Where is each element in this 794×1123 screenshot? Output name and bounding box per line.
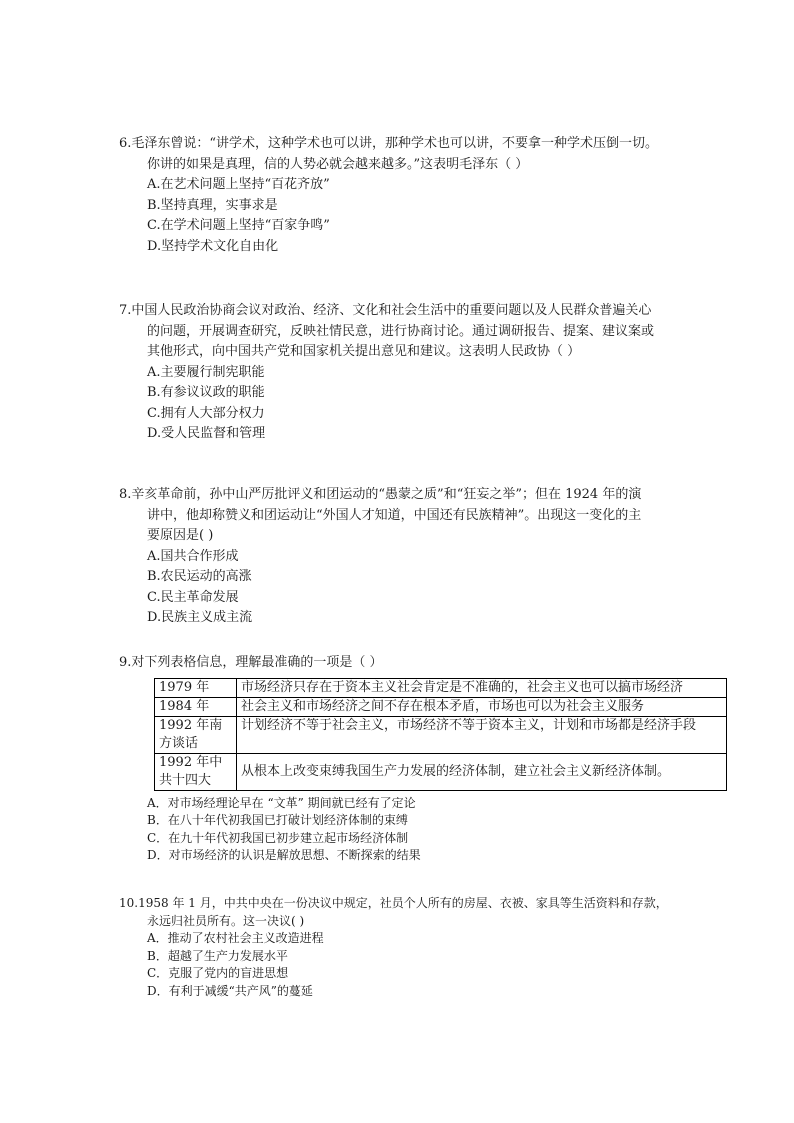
table-row <box>155 678 727 697</box>
table-cell-year: 1979 年 <box>155 678 237 697</box>
option-c: C.民主革命发展 <box>147 589 239 605</box>
option-d: D．有利于减缓“共产风”的蔓延 <box>147 983 313 998</box>
table-cell-content: 市场经济只存在于资本主义社会肯定是不准确的，社会主义也可以搞市场经济 <box>237 678 727 697</box>
stem-line: 其他形式，向中国共产党和国家机关提出意见和建议。这表明人民政协（ ） <box>147 344 581 359</box>
question-9-stem <box>119 653 739 674</box>
stem-line: 10.1958 年 1 月，中共中央在一份决议中规定，社员个人所有的房屋、衣被、家具等生活资料和存款， <box>119 896 668 910</box>
table-row <box>155 753 727 790</box>
option-c: C．克服了党内的盲进思想 <box>147 966 289 980</box>
question-7 <box>119 301 739 445</box>
option-b: B.有参议议政的职能 <box>147 385 265 400</box>
stem-line: 6.毛泽东曾说：“讲学术，这种学术也可以讲，那种学术也可以讲，不要拿一种学术压倒一切。 <box>119 136 659 151</box>
table-cell-year: 1992 年南方谈话 <box>155 716 237 753</box>
question-7-stem <box>119 301 739 363</box>
question-10-stem <box>119 895 739 930</box>
option-d: D.民族主义成主流 <box>147 610 253 625</box>
question-9 <box>119 653 739 865</box>
table-cell-content: 社会主义和市场经济之间不存在根本矛盾，市场也可以为社会主义服务 <box>237 697 727 716</box>
option-a: A.主要履行制宪职能 <box>147 364 265 380</box>
option-c: C.拥有人大部分权力 <box>147 405 265 421</box>
stem-line: 你讲的如果是真理，信的人势必就会越来越多。”这表明毛泽东（ ） <box>147 156 529 172</box>
option-b: B.坚持真理，实事求是 <box>147 197 278 213</box>
question-10 <box>119 895 739 1000</box>
option-d: D.受人民监督和管理 <box>147 426 266 441</box>
stem-line: 9.对下列表格信息，理解最准确的一项是（ ） <box>119 655 383 670</box>
option-d: D.坚持学术文化自由化 <box>147 238 279 254</box>
stem-line: 永远归社员所有。这一决议( ) <box>147 913 305 928</box>
table-cell-content: 从根本上改变束缚我国生产力发展的经济体制，建立社会主义新经济体制。 <box>237 753 727 790</box>
option-a: A．对市场经理论早在 “文革” 期间就已经有了定论 <box>147 795 416 810</box>
stem-line: 要原因是( ) <box>147 528 214 543</box>
table-cell-year: 1984 年 <box>155 697 237 716</box>
table-row <box>155 697 727 716</box>
stem-line: 7.中国人民政治协商会议对政治、经济、文化和社会生活中的重要问题以及人民群众普遍关心 <box>119 303 652 318</box>
option-d: D．对市场经济的认识是解放思想、不断探索的结果 <box>147 848 421 862</box>
table-cell-year: 1992 年中共十四大 <box>155 753 237 790</box>
info-table <box>154 678 727 791</box>
option-a: A．推动了农村社会主义改造进程 <box>147 931 324 945</box>
question-8 <box>119 485 739 629</box>
option-c: C．在九十年代初我国已初步建立起市场经济体制 <box>147 830 409 845</box>
option-b: B．在八十年代初我国已打破计划经济体制的束缚 <box>147 813 408 827</box>
question-6 <box>119 134 739 257</box>
table-cell-content: 计划经济不等于社会主义，市场经济不等于资本主义，计划和市场都是经济手段 <box>237 716 727 753</box>
option-b: B.农民运动的高涨 <box>147 569 252 584</box>
question-8-stem <box>119 485 739 547</box>
option-c: C.在学术问题上坚持“百家争鸣” <box>147 218 330 233</box>
stem-line: 的问题，开展调查研究，反映社情民意，进行协商讨论。通过调研报告、提案、建议案或 <box>147 323 655 339</box>
stem-line: 讲中，他却称赞义和团运动让“外国人才知道，中国还有民族精神”。出现这一变化的主 <box>147 507 642 523</box>
table-row <box>155 716 727 753</box>
stem-line: 8.辛亥革命前，孙中山严厉批评义和团运动的“愚蒙之质”和“狂妄之举”；但在 1924 年的演 <box>119 487 642 502</box>
option-a: A.国共合作形成 <box>147 548 239 564</box>
option-a: A.在艺术问题上坚持“百花齐放” <box>147 177 330 192</box>
question-6-stem <box>119 134 739 175</box>
option-b: B．超越了生产力发展水平 <box>147 948 288 963</box>
